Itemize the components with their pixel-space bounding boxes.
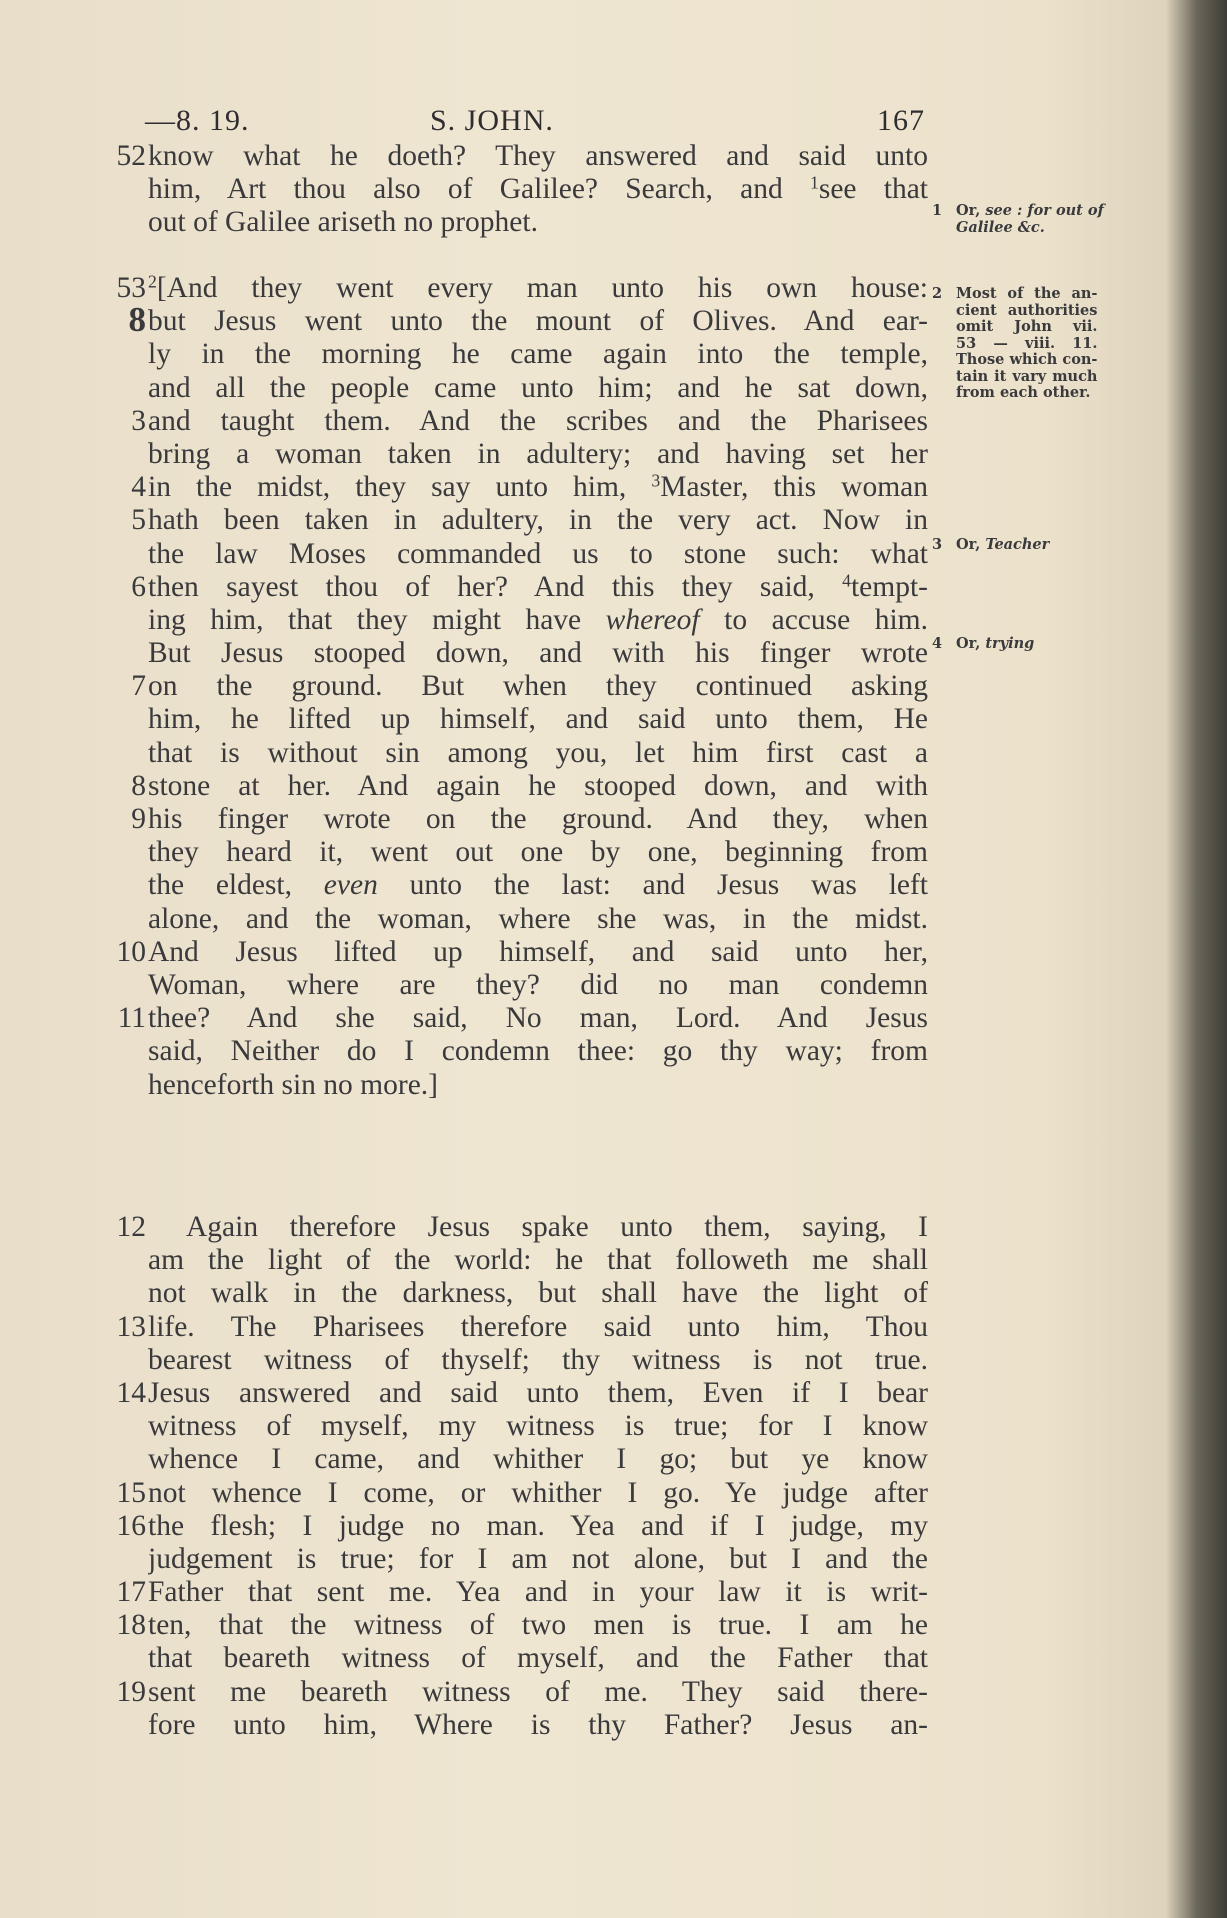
text-line [100, 1002, 930, 1035]
text-line [100, 405, 930, 438]
margin-note-4: 4 Or, trying [932, 635, 1035, 652]
text-line [100, 1277, 930, 1310]
line-text: not walk in the darkness, but shall have the light of [148, 1277, 928, 1310]
verse-block-12-19 [100, 1211, 930, 1742]
text-line [100, 1410, 930, 1443]
footnote-marker: 3 [651, 471, 661, 491]
line-text: on the ground. But when they continued asking [148, 670, 928, 703]
line-text: stone at her. And again he stooped down, and with [148, 769, 928, 802]
line-text [148, 471, 928, 504]
verse-number: 5 [131, 504, 146, 537]
text-line [100, 903, 930, 936]
verse-number: 9 [131, 803, 146, 835]
text-line [100, 1709, 930, 1742]
line-text: and all the people came unto him; and he sat down, [148, 371, 928, 404]
line-text: that is without sin among you, let him first cast a [148, 736, 928, 769]
line-text: thee? And she said, No man, Lord. And Jesus [148, 1002, 928, 1035]
running-head [145, 104, 925, 144]
line-text: alone, and the woman, where she was, in the midst. [148, 902, 928, 935]
margin-note-2: 2 Most of the an- cient authorities omit John vii. 53 — viii. 11. Those which con- tain it vary much from each other. [932, 285, 1098, 401]
verse-number: 3 [131, 404, 146, 437]
verse-number: 15 [116, 1476, 146, 1509]
line-text: his finger wrote on the ground. And they, when [148, 803, 928, 835]
line-text: henceforth sin no more.] [148, 1068, 438, 1101]
page-number: 167 [877, 104, 925, 137]
verse-number: 12 [116, 1211, 146, 1243]
text-line [100, 1443, 930, 1476]
text-line [100, 471, 930, 504]
verse-block-53-11 [100, 272, 930, 1102]
verse-number: 19 [116, 1675, 146, 1708]
line-text: him, he lifted up himself, and said unto them, He [148, 703, 928, 736]
text-line [100, 1676, 930, 1709]
line-text: ten, that the witness of two men is true. I am he [148, 1609, 928, 1642]
italic-word: whereof [605, 603, 700, 636]
verse-number: 10 [116, 935, 146, 968]
verse-number: 13 [116, 1310, 146, 1343]
line-text: hath been taken in adultery, in the very act. Now in [148, 504, 928, 537]
line-text: that beareth witness of myself, and the Father that [148, 1642, 928, 1675]
margin-note-line: cient authorities [956, 301, 1098, 319]
text-segment: in the midst, they say unto him, [148, 471, 652, 504]
line-text: bearest witness of thyself; thy witness is not true. [148, 1343, 928, 1376]
margin-note-line: omit John vii. [956, 318, 1098, 335]
margin-note-line: Most of the an- [956, 285, 1098, 302]
margin-note-line: from each other. [956, 384, 1091, 401]
text-line [100, 869, 930, 902]
margin-note-line: 53 — viii. 11. [956, 334, 1098, 352]
footnote-marker: 1 [810, 173, 819, 193]
text-segment: then sayest thou of her? And this they said, [148, 570, 843, 603]
footnote-marker: 4 [842, 570, 851, 590]
text-line [100, 637, 930, 670]
text-line [100, 737, 930, 770]
text-line [100, 1642, 930, 1675]
text-line [100, 173, 930, 206]
verse-number: 6 [131, 570, 146, 603]
line-text: But Jesus stooped down, and with his finger wrote [148, 637, 928, 670]
verse-number: 52 [116, 140, 146, 172]
line-text: bring a woman taken in adultery; and having set her [148, 437, 928, 470]
text-segment: Master, this woman [660, 471, 928, 504]
verse-number: 11 [117, 1002, 146, 1035]
line-text: know what he doeth? They answered and said unto [148, 140, 928, 172]
text-line [100, 1609, 930, 1642]
verse-number: 8 [131, 769, 146, 802]
line-text: sent me beareth witness of me. They said there- [148, 1675, 928, 1708]
text-line [100, 1510, 930, 1543]
text-line [100, 836, 930, 869]
line-text: but Jesus went unto the mount of Olives. And ear- [148, 305, 928, 338]
text-segment: him, Art thou also of Galilee? Search, and [148, 173, 810, 206]
line-text: life. The Pharisees therefore said unto him, Thou [148, 1310, 928, 1343]
line-text: Jesus answered and said unto them, Even if I bear [148, 1376, 928, 1409]
line-text: judgement is true; for I am not alone, but I and the [148, 1542, 928, 1575]
chapter-number: 8 [128, 300, 146, 340]
text-line [100, 272, 930, 305]
text-line [100, 1543, 930, 1576]
text-line [100, 1211, 930, 1244]
text-line [100, 1477, 930, 1510]
text-line [100, 1377, 930, 1410]
verse-number: 16 [116, 1509, 146, 1542]
text-line [100, 504, 930, 537]
text-segment: the eldest, [148, 869, 324, 902]
line-text: fore unto him, Where is thy Father? Jesus an- [148, 1708, 928, 1741]
text-line [100, 770, 930, 803]
chapter-verse-range: —8. 19. [145, 104, 250, 137]
italic-word: even [323, 869, 378, 902]
line-text: Again therefore Jesus spake unto them, saying, I [186, 1211, 928, 1243]
text-segment: [And they went every man unto his own house: [156, 272, 928, 304]
text-line [100, 372, 930, 405]
text-line [100, 1069, 930, 1102]
text-line [100, 1576, 930, 1609]
line-text [148, 173, 928, 206]
text-line [100, 670, 930, 703]
text-line [100, 936, 930, 969]
text-segment: see that [818, 173, 928, 206]
verse-block-52 [100, 140, 930, 240]
text-segment: to accuse him. [699, 603, 928, 636]
line-text: not whence I come, or whither I go. Ye judge after [148, 1476, 928, 1509]
margin-note-line: tain it vary much [956, 367, 1098, 385]
line-text: am the light of the world: he that followeth me shall [148, 1244, 928, 1277]
line-text: ly in the morning he came again into the temple, [148, 338, 928, 371]
line-text: said, Neither do I condemn thee: go thy way; from [148, 1035, 928, 1068]
text-line [100, 703, 930, 736]
line-text: they heard it, went out one by one, beginning from [148, 836, 928, 869]
text-line [100, 338, 930, 371]
line-text [148, 272, 928, 305]
line-text: and taught them. And the scribes and the Pharisees [148, 404, 928, 437]
text-line [100, 538, 930, 571]
margin-note-1: 1 Or, see : for out of Galilee &c. [932, 202, 1104, 236]
line-text: Woman, where are they? did no man condemn [148, 968, 928, 1001]
line-text: the law Moses commanded us to stone such: what [148, 537, 928, 570]
text-line [100, 206, 930, 239]
footnote-marker: 2 [148, 272, 157, 292]
text-line [100, 1311, 930, 1344]
line-text: And Jesus lifted up himself, and said unto her, [148, 935, 928, 968]
verse-number: 18 [116, 1609, 146, 1642]
text-segment: tempt- [850, 570, 928, 603]
line-text: Father that sent me. Yea and in your law it is writ- [148, 1576, 928, 1609]
line-text: whence I came, and whither I go; but ye know [148, 1443, 928, 1476]
text-line [100, 300, 930, 340]
text-line [100, 604, 930, 637]
verse-number: 4 [131, 471, 146, 504]
book-title: S. JOHN. [430, 104, 554, 137]
line-text: witness of myself, my witness is true; for I know [148, 1410, 928, 1443]
text-line [100, 140, 930, 173]
text-line [100, 1035, 930, 1068]
text-segment: unto the last: and Jesus was left [377, 869, 928, 902]
text-line [100, 803, 930, 836]
verse-number: 14 [116, 1376, 146, 1409]
text-line [100, 1244, 930, 1277]
verse-number: 53 [116, 272, 146, 304]
line-text [148, 604, 928, 637]
margin-note-3: 3 Or, Teacher [932, 536, 1050, 553]
verse-number: 7 [131, 670, 146, 703]
margin-note-line: Those which con- [956, 351, 1098, 368]
text-segment: ing him, that they might have [148, 603, 606, 636]
line-text: the flesh; I judge no man. Yea and if I judge, my [148, 1509, 928, 1542]
verse-number: 17 [116, 1576, 146, 1609]
line-text: out of Galilee ariseth no prophet. [148, 206, 538, 239]
line-text [148, 571, 928, 604]
text-line [100, 438, 930, 471]
line-text [148, 869, 928, 902]
text-line [100, 1344, 930, 1377]
text-line [100, 969, 930, 1002]
text-line [100, 571, 930, 604]
